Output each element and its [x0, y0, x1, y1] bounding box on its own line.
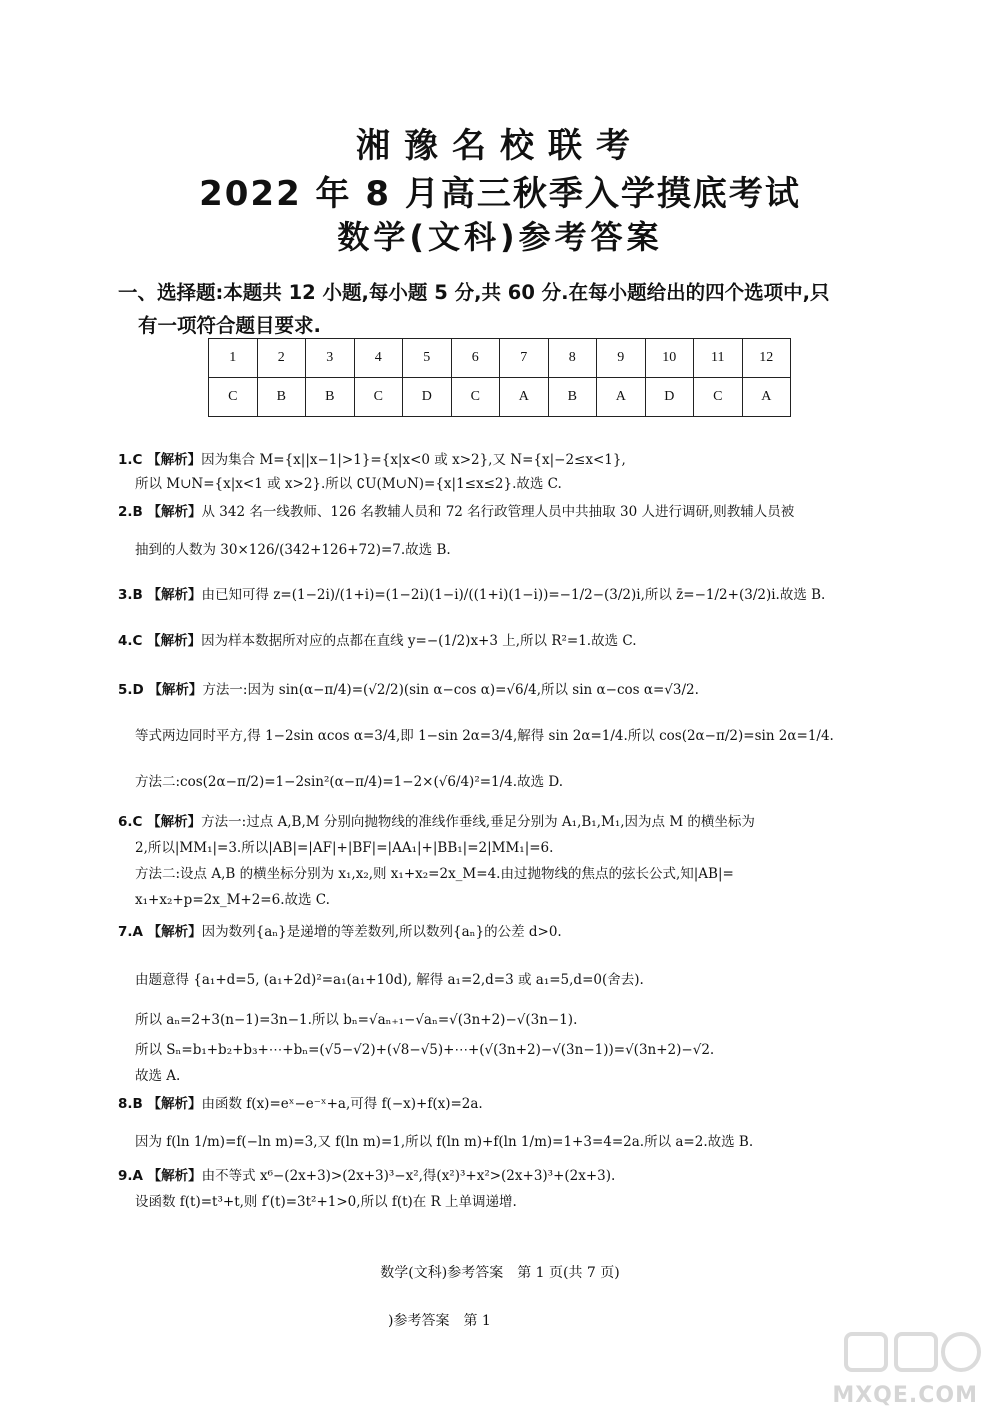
solution-5 — [118, 680, 888, 792]
answer-letter: A — [742, 378, 791, 417]
title-exam-name: 2022 年 8 月高三秋季入学摸底考试 — [199, 174, 801, 214]
page-footer-fragment: )参考答案 第 1 — [388, 1313, 491, 1329]
solution-line: 所以 M∪N={x|x<1 或 x>2}.所以 ∁U(M∪N)={x|1≤x≤2}.故选 C. — [135, 476, 562, 492]
solution-head: 1.C 【解析】 — [118, 452, 202, 468]
solution-line: 方法二:设点 A,B 的横坐标分别为 x₁,x₂,则 x₁+x₂=2x_M=4.由过抛物线的焦点的弦长公式,知|AB|= — [135, 866, 734, 882]
solution-7 — [118, 922, 888, 1086]
watermark-text: MXQE.COM — [832, 1383, 978, 1408]
solution-line: 设函数 f(t)=t³+t,则 f′(t)=3t²+1>0,所以 f(t)在 R 上单调递增. — [135, 1194, 517, 1210]
answer-letter: B — [257, 378, 306, 417]
watermark — [806, 1330, 986, 1410]
answer-letter: D — [645, 378, 694, 417]
solution-head: 9.A 【解析】 — [118, 1168, 202, 1184]
section-heading-line2: 有一项符合题目要求. — [138, 314, 321, 337]
answer-letter: D — [403, 378, 452, 417]
solution-head: 6.C 【解析】 — [118, 814, 202, 830]
answer-table-number-row — [209, 339, 791, 378]
solution-line: 从 342 名一线教师、126 名教辅人员和 72 名行政管理人员中共抽取 30 人进行调研,则教辅人员被 — [201, 504, 795, 520]
title-answer-key: 数学(文科)参考答案 — [337, 218, 663, 256]
solution-line: 由题意得 {a₁+d=5, (a₁+2d)²=a₁(a₁+10d), 解得 a₁=2,d=3 或 a₁=5,d=0(舍去). — [135, 972, 644, 988]
answer-letter: C — [694, 378, 743, 417]
question-number: 12 — [742, 339, 791, 378]
answer-letter: B — [548, 378, 597, 417]
answer-letter: C — [451, 378, 500, 417]
solution-line: 抽到的人数为 30×126/(342+126+72)=7.故选 B. — [135, 542, 451, 558]
solution-line: 所以 Sₙ=b₁+b₂+b₃+⋯+bₙ=(√5−√2)+(√8−√5)+⋯+(√(3n+2)−√(3n−1))=√(3n+2)−√2. — [135, 1042, 715, 1058]
question-number: 9 — [597, 339, 646, 378]
solution-line: 因为样本数据所对应的点都在直线 y=−(1/2)x+3 上,所以 R²=1.故选 C. — [201, 633, 637, 649]
solution-line: x₁+x₂+p=2x_M+2=6.故选 C. — [135, 892, 330, 908]
solution-head: 5.D 【解析】 — [118, 682, 203, 698]
solution-line: 2,所以|MM₁|=3.所以|AB|=|AF|+|BF|=|AA₁|+|BB₁|=2|MM₁|=6. — [135, 840, 554, 856]
section-heading-line1: 一、选择题:本题共 12 小题,每小题 5 分,共 60 分.在每小题给出的四个选项中,只 — [118, 281, 830, 304]
answer-letter: A — [597, 378, 646, 417]
solution-line: 由已知可得 z=(1−2i)/(1+i)=(1−2i)(1−i)/((1+i)(1−i))=−1/2−(3/2)i,所以 z̄=−1/2+(3/2)i.故选 B. — [201, 587, 826, 603]
solution-3 — [118, 585, 888, 605]
solution-line: 等式两边同时平方,得 1−2sin αcos α=3/4,即 1−sin 2α=3/4,解得 sin 2α=1/4.所以 cos(2α−π/2)=sin 2α=1/4. — [135, 728, 834, 744]
solution-line: 因为 f(ln 1/m)=f(−ln m)=3,又 f(ln m)=1,所以 f(ln m)+f(ln 1/m)=1+3=4=2a.所以 a=2.故选 B. — [135, 1134, 754, 1150]
answer-letter: C — [209, 378, 258, 417]
solution-line: 方法一:因为 sin(α−π/4)=(√2/2)(sin α−cos α)=√6/4,所以 sin α−cos α=√3/2. — [202, 682, 699, 698]
solution-line: 由不等式 x⁶−(2x+3)>(2x+3)³−x²,得(x²)³+x²>(2x+3)³+(2x+3). — [201, 1168, 616, 1184]
question-number: 4 — [354, 339, 403, 378]
answer-letter: C — [354, 378, 403, 417]
solution-line: 由函数 f(x)=eˣ−e⁻ˣ+a,可得 f(−x)+f(x)=2a. — [201, 1096, 483, 1112]
answer-table — [208, 338, 791, 417]
question-number: 5 — [403, 339, 452, 378]
question-number: 7 — [500, 339, 549, 378]
solution-line: 因为数列{aₙ}是递增的等差数列,所以数列{aₙ}的公差 d>0. — [201, 924, 562, 940]
section-heading — [118, 276, 888, 342]
solution-6 — [118, 812, 888, 910]
answer-table-answer-row — [209, 378, 791, 417]
answer-letter: B — [306, 378, 355, 417]
solution-line: 因为集合 M={x||x−1|>1}={x|x<0 或 x>2},又 N={x|−2≤x<1}, — [201, 452, 626, 468]
question-number: 6 — [451, 339, 500, 378]
solution-head: 8.B 【解析】 — [118, 1096, 202, 1112]
solution-line: 所以 aₙ=2+3(n−1)=3n−1.所以 bₙ=√aₙ₊₁−√aₙ=√(3n+2)−√(3n−1). — [135, 1012, 578, 1028]
question-number: 8 — [548, 339, 597, 378]
question-number: 1 — [209, 339, 258, 378]
question-number: 3 — [306, 339, 355, 378]
title-exam-union: 湘豫名校联考 — [356, 126, 644, 166]
question-number: 11 — [694, 339, 743, 378]
solution-line: 方法二:cos(2α−π/2)=1−2sin²(α−π/4)=1−2×(√6/4)²=1/4.故选 D. — [135, 774, 563, 790]
page-footer: 数学(文科)参考答案 第 1 页(共 7 页) — [380, 1265, 620, 1281]
solution-head: 2.B 【解析】 — [118, 504, 202, 520]
solution-head: 4.C 【解析】 — [118, 633, 202, 649]
solution-8 — [118, 1094, 888, 1152]
solution-1 — [118, 450, 888, 494]
question-number: 10 — [645, 339, 694, 378]
solution-head: 3.B 【解析】 — [118, 587, 202, 603]
solution-2 — [118, 502, 888, 560]
solution-4 — [118, 631, 888, 651]
solution-9 — [118, 1166, 888, 1212]
answer-letter: A — [500, 378, 549, 417]
solution-line: 方法一:过点 A,B,M 分别向抛物线的准线作垂线,垂足分别为 A₁,B₁,M₁,因为点 M 的横坐标为 — [201, 814, 755, 830]
question-number: 2 — [257, 339, 306, 378]
solution-line: 故选 A. — [135, 1068, 181, 1084]
solution-head: 7.A 【解析】 — [118, 924, 202, 940]
